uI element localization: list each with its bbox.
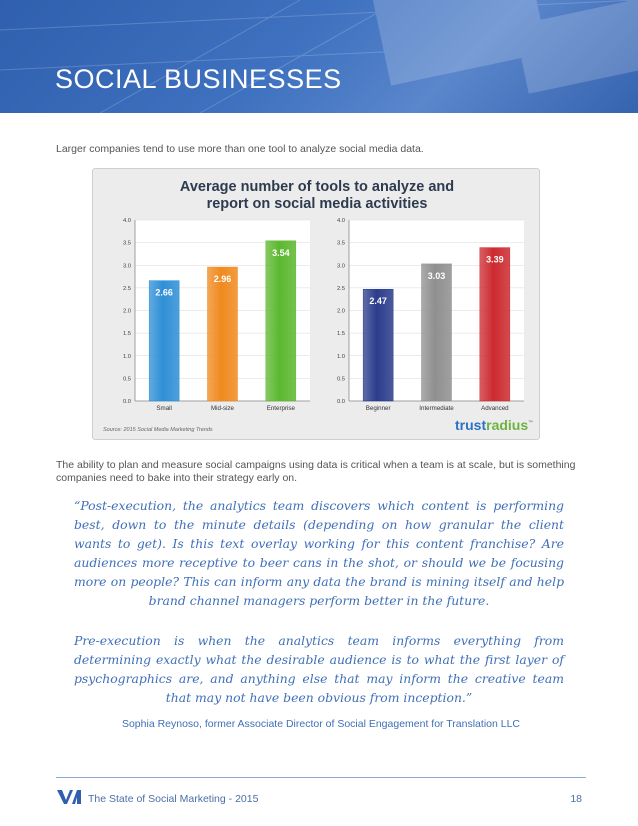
bar-advanced bbox=[480, 248, 510, 401]
x-tick-label: Advanced bbox=[481, 405, 509, 412]
bar-enterprise bbox=[266, 241, 296, 401]
y-tick-label: 4.0 bbox=[122, 218, 131, 224]
x-tick-label: Small bbox=[156, 405, 172, 412]
chart-source: Source: 2015 Social Media Marketing Trends bbox=[103, 427, 213, 433]
bar-chart bbox=[92, 168, 540, 440]
x-tick-label: Beginner bbox=[365, 405, 391, 412]
page-number: 18 bbox=[570, 793, 582, 805]
y-tick-label: 0.5 bbox=[336, 376, 345, 383]
y-tick-label: 3.5 bbox=[336, 240, 345, 247]
bar-small bbox=[149, 281, 179, 401]
footer-title: The State of Social Marketing - 2015 bbox=[88, 793, 259, 805]
section-title: SOCIAL BUSINESSES bbox=[55, 64, 342, 94]
y-tick-label: 1.0 bbox=[122, 353, 131, 360]
y-tick-label: 3.0 bbox=[336, 263, 345, 270]
data-label: 3.54 bbox=[272, 247, 290, 258]
y-tick-label: 4.0 bbox=[336, 218, 345, 224]
banner-background-image bbox=[0, 0, 638, 113]
y-tick-label: 2.0 bbox=[122, 308, 131, 315]
quote-part-2: Pre-execution is when the analytics team informs everything from determining exactly what the desirable audience is to what the first layer of psychographics are, and anything else that may inform the creative team that may not have been obvious from inception.” bbox=[74, 633, 564, 705]
quote-attribution: Sophia Reynoso, former Associate Director of Social Engagement for Translation LLC bbox=[121, 718, 521, 730]
chart-svg bbox=[93, 169, 541, 441]
bar-intermediate bbox=[422, 264, 452, 401]
body-paragraph: The ability to plan and measure social campaigns using data is critical when a team is at scale, but is something companies need to bake into their strategy early on. bbox=[56, 459, 576, 484]
y-tick-label: 1.5 bbox=[122, 331, 131, 338]
brand-logo-icon bbox=[57, 790, 81, 804]
y-tick-label: 1.5 bbox=[336, 331, 345, 338]
chart-title-line1: Average number of tools to analyze and bbox=[179, 179, 455, 195]
chart-title-line2: report on social media activities bbox=[206, 196, 428, 212]
data-label: 2.66 bbox=[155, 287, 173, 298]
y-tick-label: 3.0 bbox=[122, 263, 131, 270]
bar-mid-size bbox=[208, 267, 238, 401]
intro-text: Larger companies tend to use more than one tool to analyze social media data. bbox=[56, 143, 424, 155]
trustradius-logo: trustradius™ bbox=[455, 417, 534, 433]
data-label: 2.96 bbox=[213, 274, 232, 285]
y-tick-label: 2.5 bbox=[336, 285, 345, 292]
x-tick-label: Enterprise bbox=[266, 405, 295, 412]
x-tick-label: Intermediate bbox=[419, 405, 454, 412]
y-tick-label: 0.0 bbox=[336, 399, 345, 405]
data-label: 3.03 bbox=[427, 270, 446, 281]
footer-divider bbox=[56, 777, 586, 778]
y-tick-label: 0.5 bbox=[122, 376, 131, 383]
y-tick-label: 3.5 bbox=[122, 240, 131, 247]
y-tick-label: 1.0 bbox=[336, 353, 345, 360]
y-tick-label: 2.5 bbox=[122, 285, 131, 292]
header-banner bbox=[0, 0, 638, 113]
x-tick-label: Mid-size bbox=[210, 405, 235, 412]
quote-part-1: “Post-execution, the analytics team discovers which content is performing best, down to the minute details (depending on how granular the client wants to get). Is this text overlay working for this content franchise? Are audiences more receptive to beer cans in the shot, or should we be focusing more on people? This can inform any data the brand is mining itself and help brand channel managers perform better in the future. bbox=[74, 498, 564, 608]
data-label: 3.39 bbox=[486, 254, 504, 265]
y-tick-label: 2.0 bbox=[336, 308, 345, 315]
data-label: 2.47 bbox=[369, 296, 387, 307]
y-tick-label: 0.0 bbox=[122, 399, 131, 405]
